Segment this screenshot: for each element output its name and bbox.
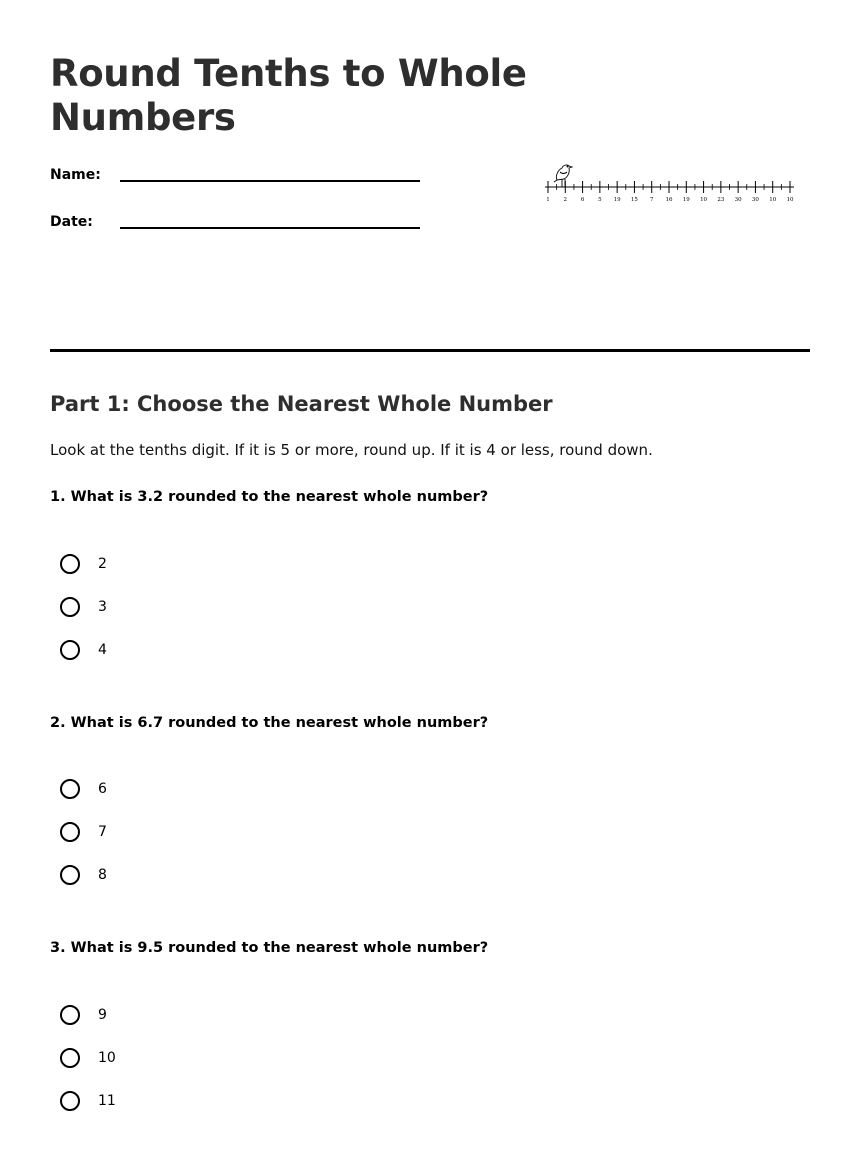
number-line-tick-label: 10 <box>769 197 777 203</box>
section-divider <box>50 349 810 352</box>
bird-icon <box>554 165 572 187</box>
question-text: 3. What is 9.5 rounded to the nearest whole number? <box>50 940 489 956</box>
radio-button[interactable] <box>60 640 80 660</box>
q1-option-c[interactable] <box>60 640 260 666</box>
q1-option-b[interactable] <box>60 597 260 623</box>
number-line-tick-label: 5 <box>598 197 602 203</box>
number-line-tick-label: 10 <box>786 197 794 203</box>
date-label: Date: <box>50 214 93 230</box>
option-label: 6 <box>98 781 107 797</box>
radio-button[interactable] <box>60 1048 80 1068</box>
page-title: Round Tenths to Whole Numbers <box>50 52 527 139</box>
number-line-tick-label: 19 <box>613 197 621 203</box>
option-label: 8 <box>98 867 107 883</box>
option-label: 2 <box>98 556 107 572</box>
number-line-tick-label: 19 <box>682 197 690 203</box>
q2-option-b[interactable] <box>60 822 260 848</box>
option-label: 11 <box>98 1093 116 1109</box>
number-line-tick-label: 7 <box>649 197 654 203</box>
number-line-tick-label: 6 <box>580 197 585 203</box>
radio-button[interactable] <box>60 1005 80 1025</box>
part1-instructions: Look at the tenths digit. If it is 5 or more, round up. If it is 4 or less, round down. <box>50 441 653 459</box>
radio-button[interactable] <box>60 554 80 574</box>
worksheet-page <box>50 0 810 1161</box>
option-label: 3 <box>98 599 107 615</box>
date-field <box>50 213 420 239</box>
number-line-tick-label: 2 <box>563 197 568 203</box>
option-label: 4 <box>98 642 107 658</box>
radio-button[interactable] <box>60 1091 80 1111</box>
q3-option-c[interactable] <box>60 1091 260 1117</box>
number-line-illustration <box>540 158 800 208</box>
q1-option-a[interactable] <box>60 554 260 580</box>
number-line-tick-label: 30 <box>734 197 742 203</box>
part1-title: Part 1: Choose the Nearest Whole Number <box>50 392 553 416</box>
radio-button[interactable] <box>60 779 80 799</box>
name-label: Name: <box>50 167 101 183</box>
radio-button[interactable] <box>60 865 80 885</box>
q2-option-c[interactable] <box>60 865 260 891</box>
name-line[interactable] <box>120 180 420 182</box>
option-label: 10 <box>98 1050 116 1066</box>
q3-option-a[interactable] <box>60 1005 260 1031</box>
name-field <box>50 166 420 192</box>
number-line-tick-label: 15 <box>630 197 638 203</box>
q3-option-b[interactable] <box>60 1048 260 1074</box>
number-line-tick-label: 10 <box>700 197 708 203</box>
question-text: 2. What is 6.7 rounded to the nearest whole number? <box>50 715 489 731</box>
number-line-tick-label: 23 <box>717 197 725 203</box>
number-line-tick-label: 1 <box>546 197 550 203</box>
q2-option-a[interactable] <box>60 779 260 805</box>
number-line-tick-label: 30 <box>751 197 759 203</box>
radio-button[interactable] <box>60 822 80 842</box>
option-label: 9 <box>98 1007 107 1023</box>
number-line-tick-label: 16 <box>665 197 673 203</box>
option-label: 7 <box>98 824 107 840</box>
date-line[interactable] <box>120 227 420 229</box>
radio-button[interactable] <box>60 597 80 617</box>
question-text: 1. What is 3.2 rounded to the nearest whole number? <box>50 489 489 505</box>
